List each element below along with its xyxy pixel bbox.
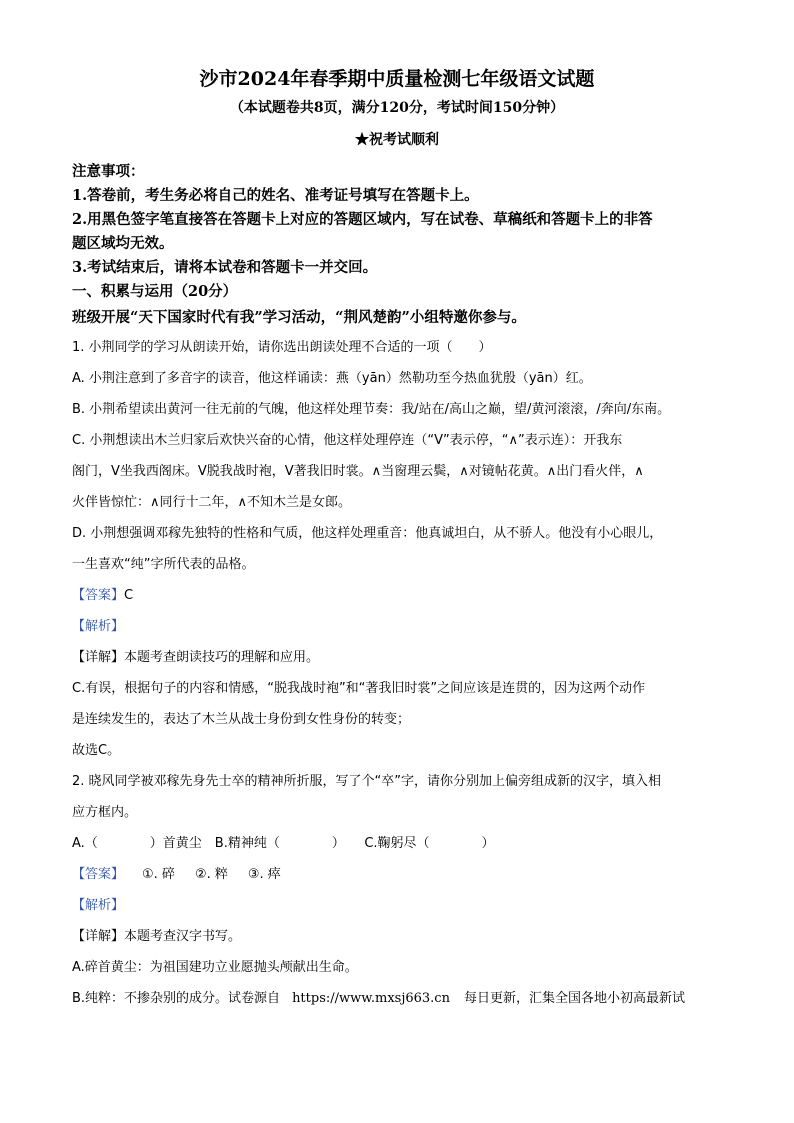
- q2-analysis: [72, 890, 722, 921]
- question-1: [72, 332, 722, 766]
- question-2: [72, 766, 722, 1014]
- notes-block: [72, 160, 722, 330]
- q1-option-c-cont: 阁门，V坐我西阁床。V脱我战时袍，V著我旧时裳。∧当窗理云鬓，∧对镜帖花黄。∧出门看火伴，∧: [72, 464, 644, 479]
- page-title: 沙市2024年春季期中质量检测七年级语文试题: [199, 68, 595, 90]
- q2-stem: 2. 晓风同学被邓稼先身先士卒的精神所折服，写了个“卒”字，请你分别加上偏旁组成新的汉字，填入相: [72, 774, 662, 789]
- q1-option-d-cont: 一生喜欢“纯”字所代表的品格。: [72, 557, 255, 572]
- q2-explain-b: [72, 983, 722, 1014]
- explain-b-suffix: 每日更新，汇集全国各地小初高最新试: [463, 991, 685, 1006]
- exam-subtitle: （本试题卷共8页，满分120分，考试时间150分钟）: [229, 100, 565, 116]
- q2-explain-a: A.碎首黄尘：为祖国建功立业愿抛头颅献出生命。: [72, 960, 358, 975]
- good-luck-line: ★祝考试顺利: [355, 132, 439, 148]
- q1-analysis: [72, 611, 722, 642]
- q1-explain: C.有误，根据句子的内容和情感，“脱我战时袍”和“著我旧时裳”之间应该是连贯的，因为这两个动作: [72, 681, 646, 696]
- q2-blanks: A.（ ）首黄尘 B.精神纯（ ） C.鞠躬尽（ ）: [72, 836, 495, 851]
- analysis-tag: 【解析】: [72, 619, 125, 634]
- answer-tag: 【答案】: [72, 588, 125, 603]
- answer-value: C: [124, 588, 134, 603]
- section-intro: 班级开展“天下国家时代有我”学习活动，“荆风楚韵”小组特邀你参与。: [72, 309, 526, 326]
- q2-detail: [72, 921, 722, 952]
- detail-tag: 【详解】: [72, 929, 125, 944]
- explain-b-prefix: B.纯粹：不掺杂别的成分。试卷源自: [72, 991, 281, 1006]
- note-item: 2.用黑色签字笔直接答在答题卡上对应的答题区域内，写在试卷、草稿纸和答题卡上的非答: [72, 211, 653, 228]
- analysis-tag: 【解析】: [72, 898, 125, 913]
- note-item: 1.答卷前，考生务必将自己的姓名、准考证号填写在答题卡上。: [72, 187, 479, 204]
- q1-answer: [72, 580, 722, 611]
- q1-detail: [72, 642, 722, 673]
- detail-text: 本题考查朗读技巧的理解和应用。: [124, 650, 320, 665]
- q1-explain: 是连续发生的，表达了木兰从战士身份到女性身份的转变；: [72, 712, 411, 727]
- note-item: 题区域均无效。: [72, 235, 174, 252]
- source-link[interactable]: https://www.mxsj663.cn: [292, 991, 450, 1006]
- detail-text: 本题考查汉字书写。: [124, 929, 242, 944]
- detail-tag: 【详解】: [72, 650, 125, 665]
- q1-option-b: B. 小荆希望读出黄河一往无前的气魄，他这样处理节奏：我/站在/高山之巅，望/黄河滚滚，/奔向/东南。: [72, 402, 671, 417]
- note-item: 3.考试结束后，请将本试卷和答题卡一并交回。: [72, 259, 378, 276]
- q1-option-c-cont: 火伴皆惊忙：∧同行十二年，∧不知木兰是女郎。: [72, 495, 352, 510]
- answer-tag: 【答案】: [72, 867, 125, 882]
- q1-explain: 故选C。: [72, 743, 121, 758]
- q2-stem-cont: 应方框内。: [72, 805, 138, 820]
- q1-option-a: A. 小荆注意到了多音字的读音，他这样诵读：燕（yān）然勒功至今热血犹殷（yān）红。: [72, 371, 592, 386]
- q1-option-c: C. 小荆想读出木兰归家后欢快兴奋的心情，他这样处理停连（“V”表示停，“∧”表示连）：开我东: [72, 433, 623, 448]
- notes-heading: 注意事项：: [72, 163, 145, 180]
- answer-2: ②. 粹: [194, 867, 228, 882]
- q2-answer: [72, 859, 722, 890]
- answer-1: ①. 碎: [142, 867, 175, 882]
- q1-option-d: D. 小荆想强调邓稼先独特的性格和气质，他这样处理重音：他真诚坦白，从不骄人。他没有小心眼儿，: [72, 526, 663, 541]
- q1-stem: 1. 小荆同学的学习从朗读开始，请你选出朗读处理不合适的一项（ ）: [72, 340, 492, 355]
- section-heading: 一、积累与运用（20分）: [72, 283, 238, 300]
- answer-3: ③. 瘁: [247, 867, 281, 882]
